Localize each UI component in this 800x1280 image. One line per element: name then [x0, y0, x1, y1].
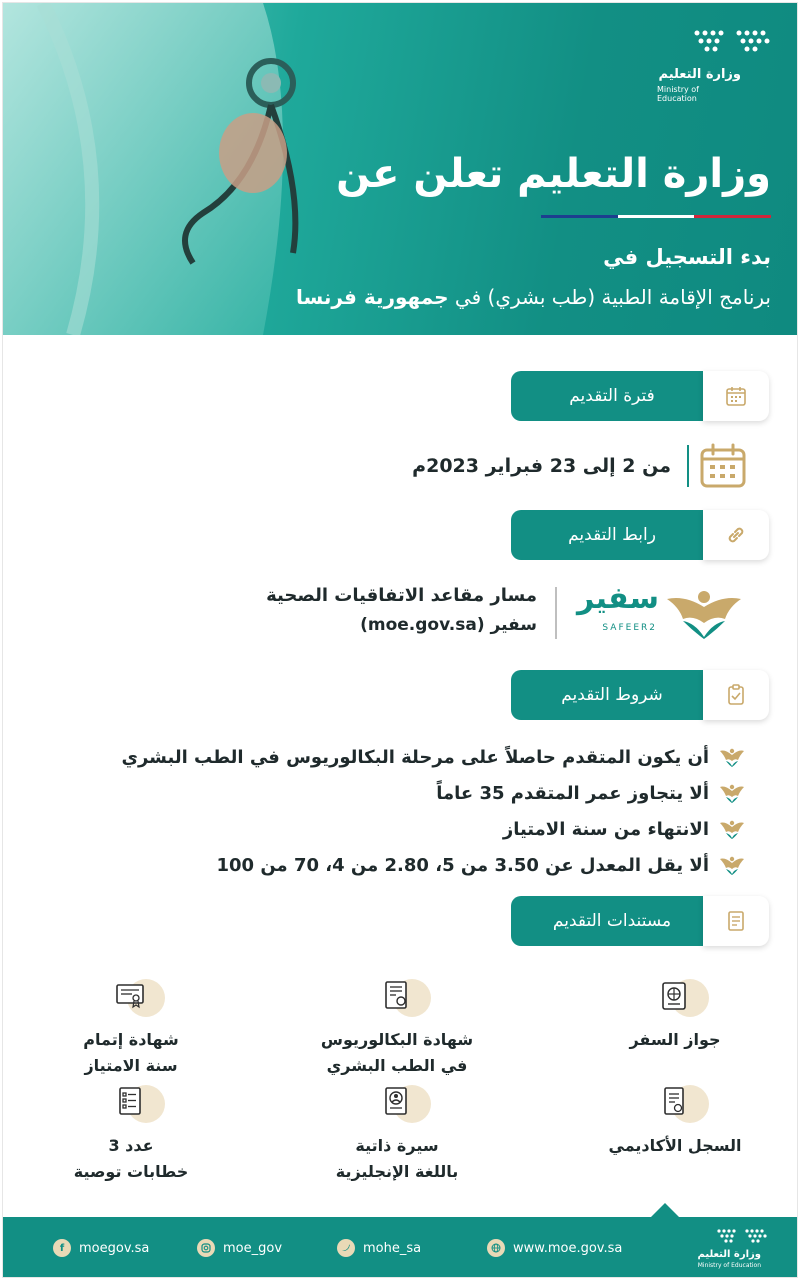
diploma-icon	[114, 979, 148, 1011]
list-item	[45, 811, 745, 847]
condition-text: الانتهاء من سنة الامتياز	[502, 818, 709, 840]
document-label: عدد 3	[108, 1136, 154, 1155]
list-item	[45, 775, 745, 811]
footer-logo-en: Ministry of Education	[697, 1262, 761, 1269]
safeer-logo-ar: سفير	[576, 581, 659, 616]
document-internship-certificate	[31, 975, 231, 1079]
document-passport	[575, 975, 775, 1053]
section-label-period: فترة التقديم	[511, 371, 713, 421]
calendar-large-icon	[699, 443, 747, 489]
safeer-logo	[573, 581, 743, 639]
footer-logo-ar: وزارة التعليم	[697, 1249, 761, 1260]
page-title: وزارة التعليم تعلن عن	[336, 151, 771, 197]
ministry-logo	[657, 27, 777, 103]
document-label: خطابات توصية	[73, 1162, 189, 1181]
hero-subtitle-2-country: جمهورية فرنسا	[295, 285, 449, 309]
passport-icon	[660, 979, 690, 1011]
footer-notch	[651, 1203, 679, 1217]
footer-twitter[interactable]	[337, 1239, 421, 1257]
section-label-documents: مستندات التقديم	[511, 896, 713, 946]
poster	[2, 2, 798, 1278]
document-label: في الطب البشري	[326, 1056, 468, 1075]
globe-icon	[487, 1239, 505, 1257]
ministry-logo-ar: وزارة التعليم	[658, 67, 741, 82]
section-header-link	[511, 510, 769, 560]
document-recommendation-letters	[31, 1081, 231, 1185]
link-icon	[724, 523, 748, 547]
document-label: شهادة إتمام	[83, 1030, 179, 1049]
footer	[3, 1217, 798, 1278]
footer-instagram[interactable]	[197, 1239, 282, 1257]
list-item	[45, 739, 745, 775]
section-header-period	[511, 371, 769, 421]
document-bachelor-certificate	[297, 975, 497, 1079]
document-list-icon-box	[703, 896, 769, 946]
application-track: مسار مقاعد الاتفاقيات الصحية	[266, 585, 537, 606]
application-link[interactable]: سفير (moe.gov.sa)	[360, 615, 537, 635]
application-period: من 2 إلى 23 فبراير 2023م	[412, 455, 671, 477]
calendar-icon	[724, 384, 748, 408]
list-item	[45, 847, 745, 883]
ministry-logo-dots-icon	[713, 1227, 773, 1245]
link-icon-box	[703, 510, 769, 560]
document-list-icon	[724, 909, 748, 933]
section-label-conditions: شروط التقديم	[511, 670, 713, 720]
condition-text: ألا يقل المعدل عن 3.50 من 5، 2.80 من 4، 70 من 100	[216, 854, 709, 876]
clipboard-icon-box	[703, 670, 769, 720]
condition-text: ألا يتجاوز عمر المتقدم 35 عاماً	[436, 782, 709, 804]
section-header-documents	[511, 896, 769, 946]
hero-banner	[3, 3, 798, 335]
resume-icon	[382, 1085, 412, 1117]
document-cv	[297, 1081, 497, 1185]
document-label: شهادة البكالوريوس	[320, 1030, 474, 1049]
certificate-icon	[382, 979, 412, 1011]
document-label: سيرة ذاتية	[355, 1136, 439, 1155]
section-header-conditions	[511, 670, 769, 720]
instagram-handle[interactable]: moe_gov	[223, 1240, 283, 1256]
document-label: باللغة الإنجليزية	[335, 1162, 459, 1181]
twitter-icon	[337, 1239, 355, 1257]
website-url[interactable]: www.moe.gov.sa	[513, 1240, 623, 1256]
safeer-bullet-icon	[719, 855, 745, 875]
document-label: سنة الامتياز	[84, 1056, 178, 1075]
section-label-link: رابط التقديم	[511, 510, 713, 560]
hero-subtitle-2	[296, 285, 771, 309]
document-academic-record	[575, 1081, 775, 1159]
ministry-logo-en: Ministry of Education	[657, 85, 699, 103]
safeer-bullet-icon	[719, 783, 745, 803]
instagram-icon	[197, 1239, 215, 1257]
scroll-record-icon	[660, 1085, 690, 1117]
clipboard-icon	[724, 683, 748, 707]
safeer-wings-icon	[665, 587, 743, 639]
hero-subtitle-1: بدء التسجيل في	[603, 245, 771, 269]
ministry-logo-dots-icon	[687, 27, 777, 57]
safeer-bullet-icon	[719, 747, 745, 767]
france-flag-line	[541, 215, 771, 218]
facebook-icon: f	[53, 1239, 71, 1257]
calendar-icon-box	[703, 371, 769, 421]
checklist-icon	[116, 1085, 146, 1117]
divider	[555, 587, 557, 639]
divider	[687, 445, 689, 487]
document-label: جواز السفر	[629, 1030, 721, 1049]
footer-ministry-logo	[687, 1227, 777, 1271]
footer-website[interactable]	[487, 1239, 622, 1257]
twitter-handle[interactable]: mohe_sa	[363, 1240, 422, 1256]
hero-subtitle-2-text: برنامج الإقامة الطبية (طب بشري) في	[454, 285, 771, 309]
safeer-bullet-icon	[719, 819, 745, 839]
footer-facebook[interactable]	[53, 1239, 149, 1257]
condition-text: أن يكون المتقدم حاصلاً على مرحلة البكالوريوس في الطب البشري	[121, 746, 709, 768]
facebook-handle[interactable]: moegov.sa	[79, 1240, 150, 1256]
conditions-list	[45, 739, 745, 883]
document-label: السجل الأكاديمي	[608, 1136, 742, 1155]
safeer-logo-en: SAFEER2	[602, 623, 657, 633]
